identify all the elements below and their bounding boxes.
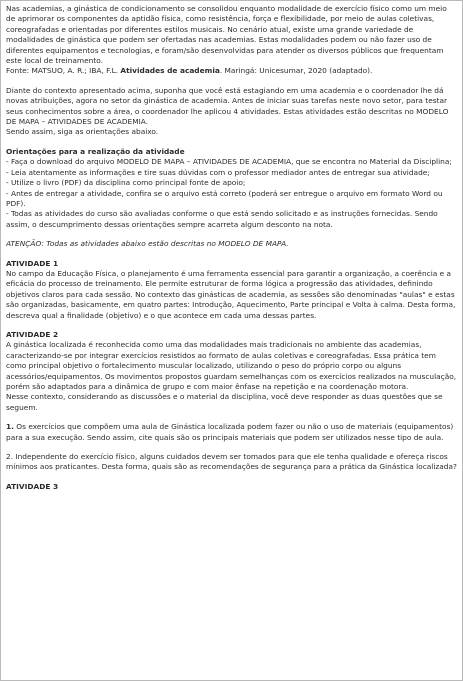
intro-paragraph: Nas academias, a ginástica de condicionamento se consolidou enquanto modalidade de exercício físico como um meio de aprimorar os componentes da aptidão física, como resistência, força e flexibilidade, por meio de aulas coletivas, coreografadas e orientadas por diferentes estilos musicais. No cenário atual, existe uma grande variedade de modalidades de ginástica que podem ser ofertadas nas academias. Estas modalidades podem ou não fazer uso de diferentes equipamentos e tecnologias, e foram/são desenvolvidas para atender os diversos públicos que frequentam este local de treinamento. <box>6 4 447 66</box>
source-citation <box>6 66 457 76</box>
activity-3-heading: ATIVIDADE 3 <box>6 481 59 491</box>
attention-note: ATENÇÃO: Todas as atividades abaixo estão descritas no MODELO DE MAPA. <box>6 239 289 249</box>
activity-2-instruction: Nesse contexto, considerando as discussões e o material da disciplina, você deve responder as duas questões que se seguem. <box>6 392 443 412</box>
question-2 <box>6 452 457 473</box>
question-2-text: Independente do exercício físico, alguns cuidados devem ser tomados para que ele tenha qualidade e ofereça riscos mínimos aos praticantes. Desta forma, quais são as recomendações de segurança para a prática da Ginástica localizada? <box>6 452 457 472</box>
context-paragraph: Diante do contexto apresentado acima, suponha que você está estagiando em uma academia e o coordenador lhe dá novas atribuições, agora no setor da ginástica de academia. Antes de iniciar suas tarefas neste novo setor, para testar seus conhecimentos sobre a área, o coordenador lhe aplicou 4 atividades. Estas atividades estão descritas no MODELO DE MAPA – ATIVIDADES DE ACADEMIA. <box>6 85 449 127</box>
question-1 <box>6 422 457 443</box>
source-suffix: . Maringá: Unicesumar, 2020 (adaptado). <box>219 66 373 76</box>
question-2-number: 2. <box>6 452 14 462</box>
source-title: Atividades de academia <box>120 66 220 76</box>
question-1-number: 1. <box>6 422 14 432</box>
guidelines-heading: Orientações para a realização da atividade <box>6 146 185 156</box>
guideline-item: - Utilize o livro (PDF) da disciplina como principal fonte de apoio; <box>6 178 246 188</box>
guideline-item: - Faça o download do arquivo MODELO DE MAPA – ATIVIDADES DE ACADEMIA, que se encontra no Material da Disciplina; <box>6 157 452 167</box>
activity-1-text: No campo da Educação Física, o planejamento é uma ferramenta essencial para garantir a organização, a coerência e a eficácia do processo de treinamento. Ele permite estruturar de forma lógica a progressão das atividades, definindo objetivos claros para cada sessão. No contexto das ginásticas de academia, as sessões são denominadas "aulas" e estas são organizadas, basicamente, em quatro partes: Introdução, Aquecimento, Parte principal e Volta à calma. Desta forma, descreva qual a finalidade (objetivo) e o que acontece em cada uma dessas partes. <box>6 268 456 320</box>
source-prefix: Fonte: MATSUO, A. R.; IBA, F.L. <box>6 66 121 76</box>
context-closing: Sendo assim, siga as orientações abaixo. <box>6 127 159 137</box>
guideline-item: - Todas as atividades do curso são avaliadas conforme o que está sendo solicitado e as instruções fornecidas. Sendo assim, o descumprimento dessas orientações sempre acarreta algum desconto na nota. <box>6 209 438 229</box>
activity-2-text: A ginástica localizada é reconhecida como uma das modalidades mais tradicionais no ambiente das academias, caracterizando-se por integrar exercícios resistidos ao formato de aulas coletivas e coreografadas. Essa prática tem como principal objetivo o fortalecimento muscular localizado, utilizando o peso do próprio corpo ou alguns acessórios/equipamentos. Os movimentos propostos guardam semelhanças com os exercícios realizados na musculação, porém são adaptados para a dinâmica de grupo e com maior ênfase na repetição e na coordenação motora. <box>6 340 457 391</box>
guideline-item: - Leia atentamente as informações e tire suas dúvidas com o professor mediador antes de entregar sua atividade; <box>6 167 430 177</box>
activity-2-heading: ATIVIDADE 2 <box>6 329 59 339</box>
activity-1-heading: ATIVIDADE 1 <box>6 258 59 268</box>
question-1-text: Os exercícios que compõem uma aula de Ginástica localizada podem fazer ou não o uso de materiais (equipamentos) para a sua execução. Sendo assim, cite quais são os principais materiais que podem ser utilizados nesse tipo de aula. <box>6 422 454 442</box>
guideline-item: - Antes de entregar a atividade, confira se o arquivo está correto (poderá ser entregue o arquivo em formato Word ou PDF). <box>6 188 443 208</box>
